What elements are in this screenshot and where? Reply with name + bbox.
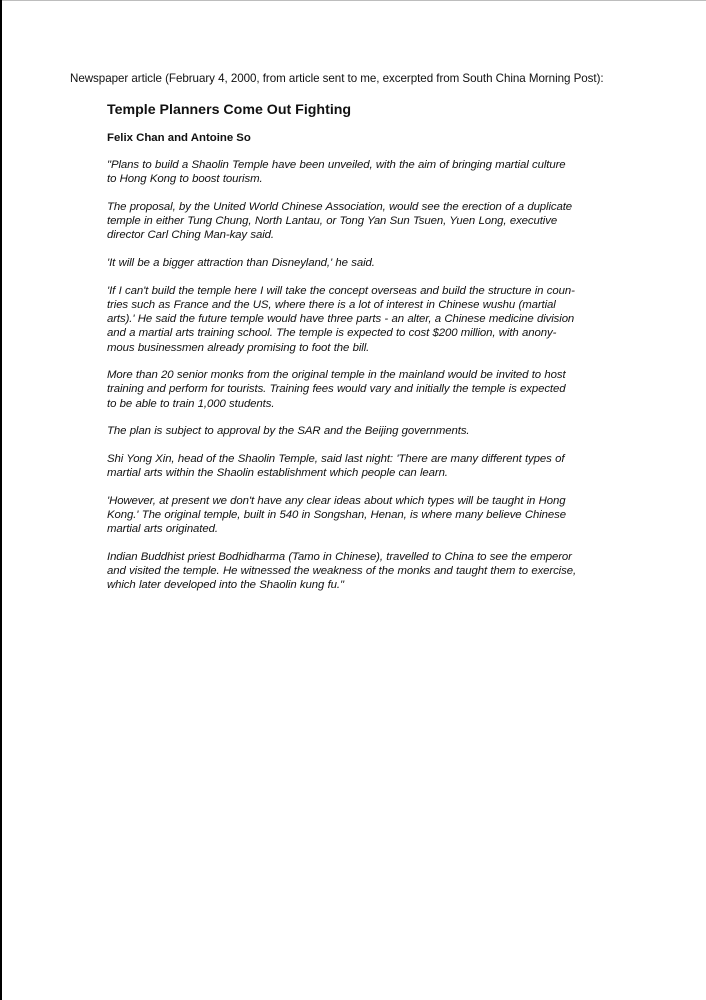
paragraph-line: to Hong Kong to boost tourism.	[107, 173, 263, 186]
paragraph-line: and a martial arts training school. The temple is expected to cost $200 million, with anony-	[107, 327, 557, 340]
paragraph-line: Indian Buddhist priest Bodhidharma (Tamo in Chinese), travelled to China to see the emperor	[107, 551, 572, 564]
paragraph-line: More than 20 senior monks from the original temple in the mainland would be invited to host	[107, 369, 566, 382]
article-paragraph-9	[107, 550, 611, 593]
paragraph-line: Shi Yong Xin, head of the Shaolin Temple, said last night: 'There are many different types of	[107, 453, 565, 466]
paragraph-line: temple in either Tung Chung, North Lantau, or Tong Yan Sun Tsuen, Yuen Long, executive	[107, 215, 558, 228]
article-paragraph-3	[107, 256, 611, 270]
paragraph-line: 'However, at present we don't have any clear ideas about which types will be taught in Hong	[107, 494, 566, 507]
paragraph-line: martial arts originated.	[107, 523, 218, 536]
paragraph-line: which later developed into the Shaolin kung fu."	[107, 579, 344, 592]
article-paragraph-5	[107, 368, 611, 411]
paragraph-line: and visited the temple. He witnessed the weakness of the monks and taught them to exercise,	[107, 565, 577, 578]
article-title: Temple Planners Come Out Fighting	[107, 102, 352, 118]
article-paragraph-7	[107, 452, 611, 480]
paragraph-line: Kong.' The original temple, built in 540 in Songshan, Henan, is where many believe Chinese	[107, 509, 566, 522]
article-paragraph-2	[107, 200, 611, 243]
page-left-border	[0, 0, 2, 1000]
intro-line: Newspaper article (February 4, 2000, from article sent to me, excerpted from South China Morning Post):	[70, 72, 604, 85]
article-paragraph-8	[107, 494, 611, 537]
paragraph-line: arts).' He said the future temple would have three parts - an alter, a Chinese medicine division	[107, 313, 575, 326]
paragraph-line: 'It will be a bigger attraction than Disneyland,' he said.	[107, 257, 375, 270]
article-paragraph-4	[107, 284, 611, 355]
paragraph-line: training and perform for tourists. Training fees would vary and initially the temple is expected	[107, 383, 566, 396]
article-paragraph-6	[107, 424, 611, 438]
paragraph-line: to be able to train 1,000 students.	[107, 397, 275, 410]
paragraph-line: "Plans to build a Shaolin Temple have been unveiled, with the aim of bringing martial culture	[107, 159, 566, 171]
paragraph-line: tries such as France and the US, where there is a lot of interest in Chinese wushu (martial	[107, 298, 556, 311]
article	[107, 101, 611, 606]
article-byline: Felix Chan and Antoine So	[107, 132, 251, 144]
paragraph-line: The plan is subject to approval by the SAR and the Beijing governments.	[107, 425, 470, 438]
paragraph-line: martial arts within the Shaolin establishment which people can learn.	[107, 467, 448, 480]
paragraph-line: mous businessmen already promising to foot the bill.	[107, 341, 370, 354]
page-top-border	[0, 0, 706, 1]
article-paragraph-1	[107, 158, 611, 186]
paragraph-line: The proposal, by the United World Chinese Association, would see the erection of a duplicate	[107, 200, 573, 213]
paragraph-line: 'If I can't build the temple here I will take the concept overseas and build the structure in coun-	[107, 284, 575, 297]
paragraph-line: director Carl Ching Man-kay said.	[107, 229, 274, 242]
